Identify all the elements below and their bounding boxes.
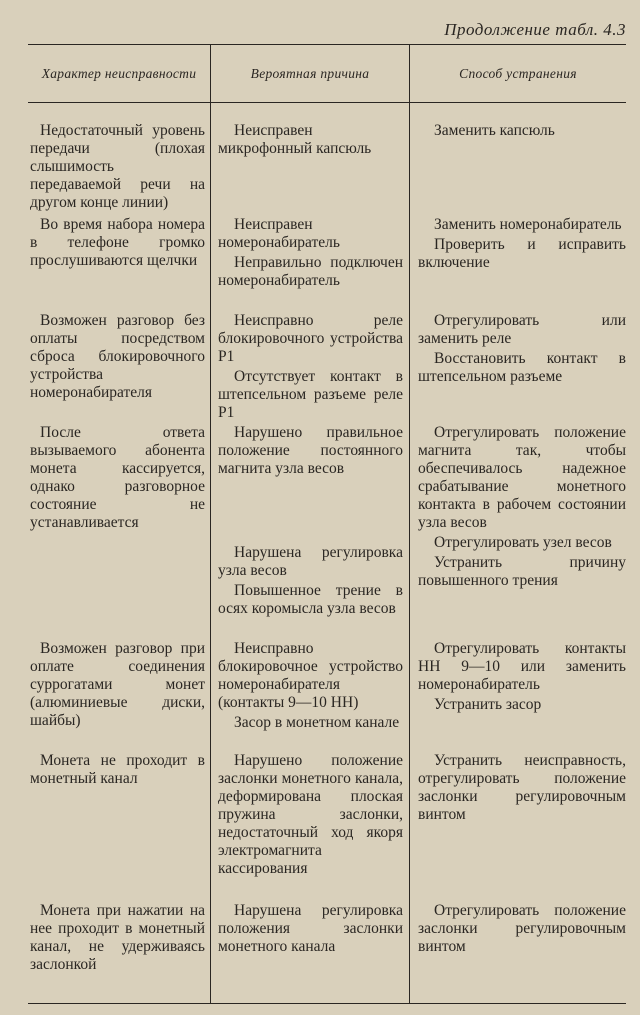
fix-item: Устранить причину повышенного трения (418, 554, 626, 589)
fix-cell (418, 902, 626, 956)
table-bottom-rule (28, 1003, 626, 1004)
fix-cell (418, 312, 626, 386)
fix-item: Отрегулировать положение заслонки регулировочным винтом (418, 902, 626, 955)
fix-cell (418, 752, 626, 824)
table-caption: Продолжение табл. 4.3 (444, 20, 626, 39)
cause-cell (218, 640, 403, 732)
table-top-rule (28, 44, 626, 45)
fault-cell: Недостаточный уровень передачи (плохая слышимость передаваемой речи на другом конце линии) (30, 122, 205, 211)
fix-cell (418, 216, 626, 272)
fault-cell: Монета не проходит в монетный канал (30, 752, 205, 787)
cause-item: Неисправен номеронабиратель (218, 216, 340, 251)
fix-item: Устранить неисправность, отрегулировать положение заслонки регулировочным винтом (418, 752, 626, 823)
fault-cell: Возможен разговор без оплаты посредством сброса блокировочного устройства номеронабирателя (30, 312, 205, 401)
cause-cell (218, 752, 403, 878)
fix-cell (418, 122, 626, 140)
cause-item: Неисправен микрофонный капсюль (218, 122, 372, 157)
header-fix: Способ устранения (459, 66, 577, 81)
fix-cell (418, 640, 626, 714)
cause-cell (218, 902, 403, 956)
cause-item: Нарушено положение заслонки монетного канала, деформирована плоская пружина заслонки, недостаточный ход якоря электромагнита кассирования (218, 752, 403, 877)
cause-item: Неправильно подключен номеронабиратель (218, 254, 403, 289)
column-divider-2 (409, 44, 410, 1003)
fix-item: Отрегулировать положение магнита так, чтобы обеспечивалось надежное срабатывание монетного контакта в рабочем состоянии узла весов (418, 424, 626, 531)
fault-cell: Во время набора номера в телефоне громко прослушиваются щелчки (30, 216, 205, 269)
fix-item: Заменить номеронабиратель (434, 216, 622, 233)
cause-cell (218, 216, 403, 290)
fault-cell: Возможен разговор при оплате соединения суррогатами монет (алюминиевые диски, шайбы) (30, 640, 205, 729)
cause-item: Нарушено правильное положение постоянного магнита узла весов (218, 424, 403, 477)
header-cause: Вероятная причина (250, 66, 370, 81)
fix-item: Устранить засор (434, 696, 542, 713)
cause-item: Отсутствует контакт в штепсельном разъеме реле Р1 (218, 368, 403, 421)
fix-item: Отрегулировать контакты НН 9—10 или заменить номеронабиратель (418, 640, 626, 693)
fix-item: Заменить капсюль (434, 122, 555, 139)
cause-item: Неисправно реле блокировочного устройства Р1 (218, 312, 403, 365)
cause-item: Нарушена регулировка узла весов (218, 544, 403, 579)
cause-item: Неисправно блокировочное устройство номеронабирателя (контакты 9—10 НН) (218, 640, 403, 711)
header-fault: Характер неисправности (41, 66, 197, 81)
fix-item: Восстановить контакт в штепсельном разъеме (418, 350, 626, 385)
cause-item: Нарушена регулировка положения заслонки монетного канала (218, 902, 403, 955)
cause-item: Засор в монетном канале (234, 714, 400, 731)
cause-cell (218, 312, 403, 422)
fault-cell: После ответа вызываемого абонента монета кассируется, однако разговорное состояние не устанавливается (30, 424, 205, 531)
cause-cell (218, 424, 403, 478)
fix-item: Проверить и исправить включение (418, 236, 626, 271)
fix-item: Отрегулировать узел весов (434, 534, 612, 551)
cause-item: Повышенное трение в осях коромысла узла весов (218, 582, 403, 617)
cause-cell (218, 122, 403, 158)
column-divider-1 (210, 44, 211, 1003)
fault-cell: Монета при нажатии на нее проходит в монетный канал, не удерживаясь заслонкой (30, 902, 205, 973)
fix-item: Отрегулировать или заменить реле (418, 312, 626, 347)
header-rule (28, 102, 626, 103)
fix-cell (418, 424, 626, 590)
cause-cell (218, 544, 403, 618)
